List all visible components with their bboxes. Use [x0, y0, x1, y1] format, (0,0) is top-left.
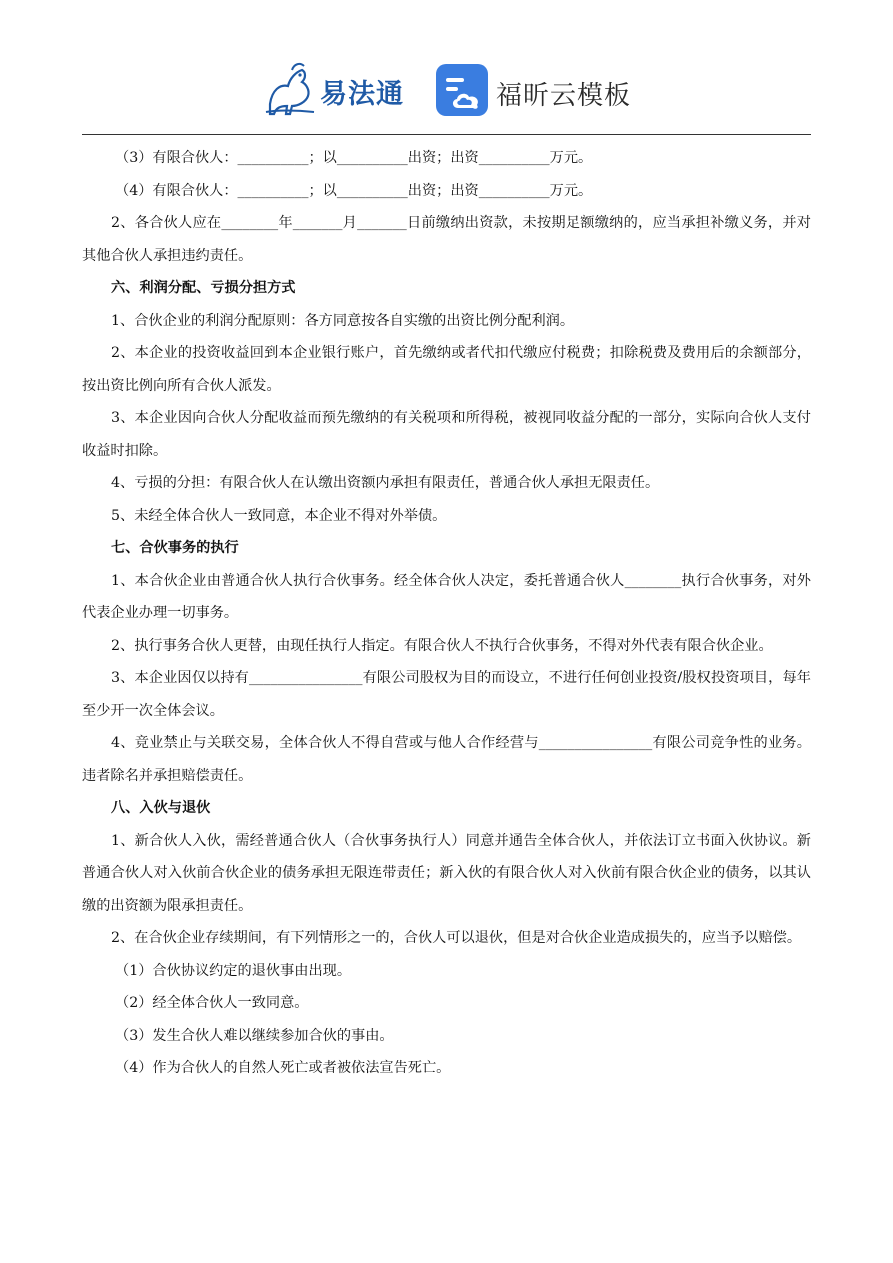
yifatong-logo [262, 60, 412, 120]
section-heading-6: 六、利润分配、亏损分担方式 [111, 280, 296, 296]
document-body [82, 142, 811, 1085]
paragraph: 2、在合伙企业存续期间，有下列情形之一的，合伙人可以退伙，但是对合伙企业造成损失的，应当予以赔偿。 [111, 930, 802, 946]
horse-emblem-icon [262, 60, 322, 120]
paragraph: 2、各合伙人应在________年_______月_______日前缴纳出资款，未按期足额缴纳的，应当承担补缴义务，并对其他合伙人承担违约责任。 [82, 215, 811, 264]
paragraph: 4、亏损的分担：有限合伙人在认缴出资额内承担有限责任，普通合伙人承担无限责任。 [111, 475, 660, 491]
paragraph: 1、本合伙企业由普通合伙人执行合伙事务。经全体合伙人决定，委托普通合伙人________执行合伙事务，对外代表企业办理一切事务。 [82, 572, 811, 621]
section-heading-8: 八、入伙与退伙 [111, 800, 211, 816]
paragraph: 1、合伙企业的利润分配原则：各方同意按各自实缴的出资比例分配利润。 [111, 312, 575, 329]
paragraph: 2、执行事务合伙人更替，由现任执行人指定。有限合伙人不执行合伙事务，不得对外代表有限合伙企业。 [111, 637, 773, 654]
list-item: （3）发生合伙人难以继续参加合伙的事由。 [115, 1027, 394, 1044]
header-divider [82, 134, 811, 135]
section-heading-7: 七、合伙事务的执行 [111, 540, 239, 556]
list-item: （1）合伙协议约定的退伙事由出现。 [115, 962, 352, 979]
list-item: （2）经全体合伙人一致同意。 [115, 995, 309, 1011]
paragraph: 2、本企业的投资收益回到本企业银行账户，首先缴纳或者代扣代缴应付税费；扣除税费及费用后的余额部分，按出资比例向所有合伙人派发。 [82, 345, 811, 394]
paragraph: 4、竞业禁止与关联交易，全体合伙人不得自营或与他人合作经营与________________有限公司竞争性的业务。违者除名并承担赔偿责任。 [82, 735, 811, 784]
partner-line-4: （4）有限合伙人：__________；以__________出资；出资__________万元。 [115, 182, 593, 199]
page-header [0, 56, 893, 126]
cloud-document-icon [436, 64, 488, 116]
yifatong-logo-text: 易法通 [320, 79, 404, 110]
paragraph: 3、本企业因向合伙人分配收益而预先缴纳的有关税项和所得税，被视同收益分配的一部分，实际向合伙人支付收益时扣除。 [82, 410, 811, 459]
paragraph: 1、新合伙人入伙，需经普通合伙人（合伙事务执行人）同意并通告全体合伙人，并依法订立书面入伙协议。新普通合伙人对入伙前合伙企业的债务承担无限连带责任；新入伙的有限合伙人对入伙前有限合伙企业的债务，以其认缴的出资额为限承担责任。 [82, 832, 811, 914]
paragraph: 5、未经全体合伙人一致同意，本企业不得对外举债。 [111, 507, 447, 524]
list-item: （4）作为合伙人的自然人死亡或者被依法宣告死亡。 [115, 1060, 451, 1076]
partner-line-3: （3）有限合伙人：__________；以__________出资；出资__________万元。 [115, 150, 593, 166]
paragraph: 3、本企业因仅以持有________________有限公司股权为目的而设立，不进行任何创业投资/股权投资项目，每年至少开一次全体会议。 [82, 670, 811, 719]
foxit-template-logo [436, 64, 646, 118]
foxit-logo-text: 福昕云模板 [496, 81, 632, 111]
